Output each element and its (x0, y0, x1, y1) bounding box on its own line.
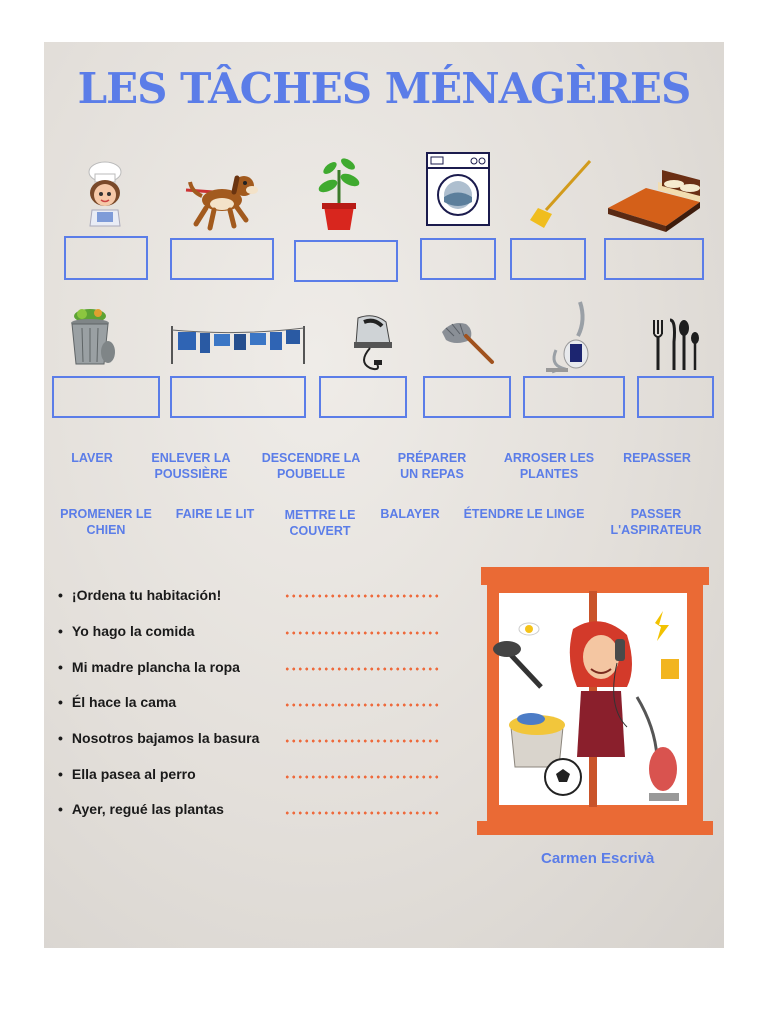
answer-box-8[interactable] (170, 376, 306, 418)
potted-plant-icon (314, 156, 364, 232)
word-preparer-un-repas: PRÉPARER UN REPAS (397, 451, 467, 481)
word-descendre-la-poubelle: DESCENDRE LA POUBELLE (261, 451, 361, 481)
dog-walking-icon (184, 168, 262, 234)
feather-duster-icon (440, 318, 496, 366)
word-balayer: BALAYER (380, 507, 440, 521)
word-etendre-le-linge: ÉTENDRE LE LINGE (463, 507, 585, 521)
sentence-5: • Nosotros bajamos la basura (58, 730, 259, 746)
sentence-2: • Yo hago la comida (58, 623, 195, 639)
answer-line-1[interactable] (284, 594, 440, 598)
chef-girl-icon (78, 160, 132, 232)
answer-box-10[interactable] (423, 376, 511, 418)
answer-box-3[interactable] (294, 240, 398, 282)
answer-line-4[interactable] (284, 703, 440, 707)
worksheet (44, 42, 724, 948)
cutlery-icon (650, 318, 700, 372)
sentence-1: • ¡Ordena tu habitación! (58, 587, 221, 603)
word-passer-l-aspirateur: PASSER L'ASPIRATEUR (610, 507, 702, 537)
answer-box-4[interactable] (420, 238, 496, 280)
answer-line-6[interactable] (284, 775, 440, 779)
busy-woman-window-illustration (477, 567, 713, 837)
trash-can-icon (68, 308, 118, 368)
answer-box-1[interactable] (64, 236, 148, 280)
answer-line-3[interactable] (284, 667, 440, 671)
bed-icon (606, 168, 702, 232)
answer-box-12[interactable] (637, 376, 714, 418)
iron-icon (350, 312, 394, 374)
word-repasser: REPASSER (623, 451, 691, 465)
author-credit: Carmen Escrivà (541, 850, 655, 867)
answer-box-9[interactable] (319, 376, 407, 418)
word-arroser-les-plantes: ARROSER LES PLANTES (503, 451, 595, 481)
answer-line-7[interactable] (284, 811, 440, 815)
vacuum-cleaner-icon (544, 300, 600, 374)
washing-machine-icon (426, 152, 490, 226)
answer-box-11[interactable] (523, 376, 625, 418)
answer-box-5[interactable] (510, 238, 586, 280)
answer-line-2[interactable] (284, 631, 440, 635)
word-promener-le-chien: PROMENER LE CHIEN (60, 507, 152, 537)
word-mettre-le-couvert: METTRE LE COUVERT (284, 508, 356, 538)
answer-box-2[interactable] (170, 238, 274, 280)
broom-icon (528, 158, 594, 230)
word-faire-le-lit: FAIRE LE LIT (175, 507, 255, 521)
word-laver: LAVER (71, 451, 113, 465)
answer-box-6[interactable] (604, 238, 704, 280)
sentence-7: • Ayer, regué las plantas (58, 801, 224, 817)
answer-line-5[interactable] (284, 739, 440, 743)
sentence-6: • Ella pasea al perro (58, 766, 196, 782)
sentence-4: • Él hace la cama (58, 694, 176, 710)
clothesline-icon (168, 322, 308, 366)
page-title: LES TÂCHES MÉNAGÈRES (77, 64, 691, 113)
word-enlever-la-poussiere: ENLEVER LA POUSSIÈRE (151, 451, 231, 481)
answer-box-7[interactable] (52, 376, 160, 418)
sentence-3: • Mi madre plancha la ropa (58, 659, 240, 675)
